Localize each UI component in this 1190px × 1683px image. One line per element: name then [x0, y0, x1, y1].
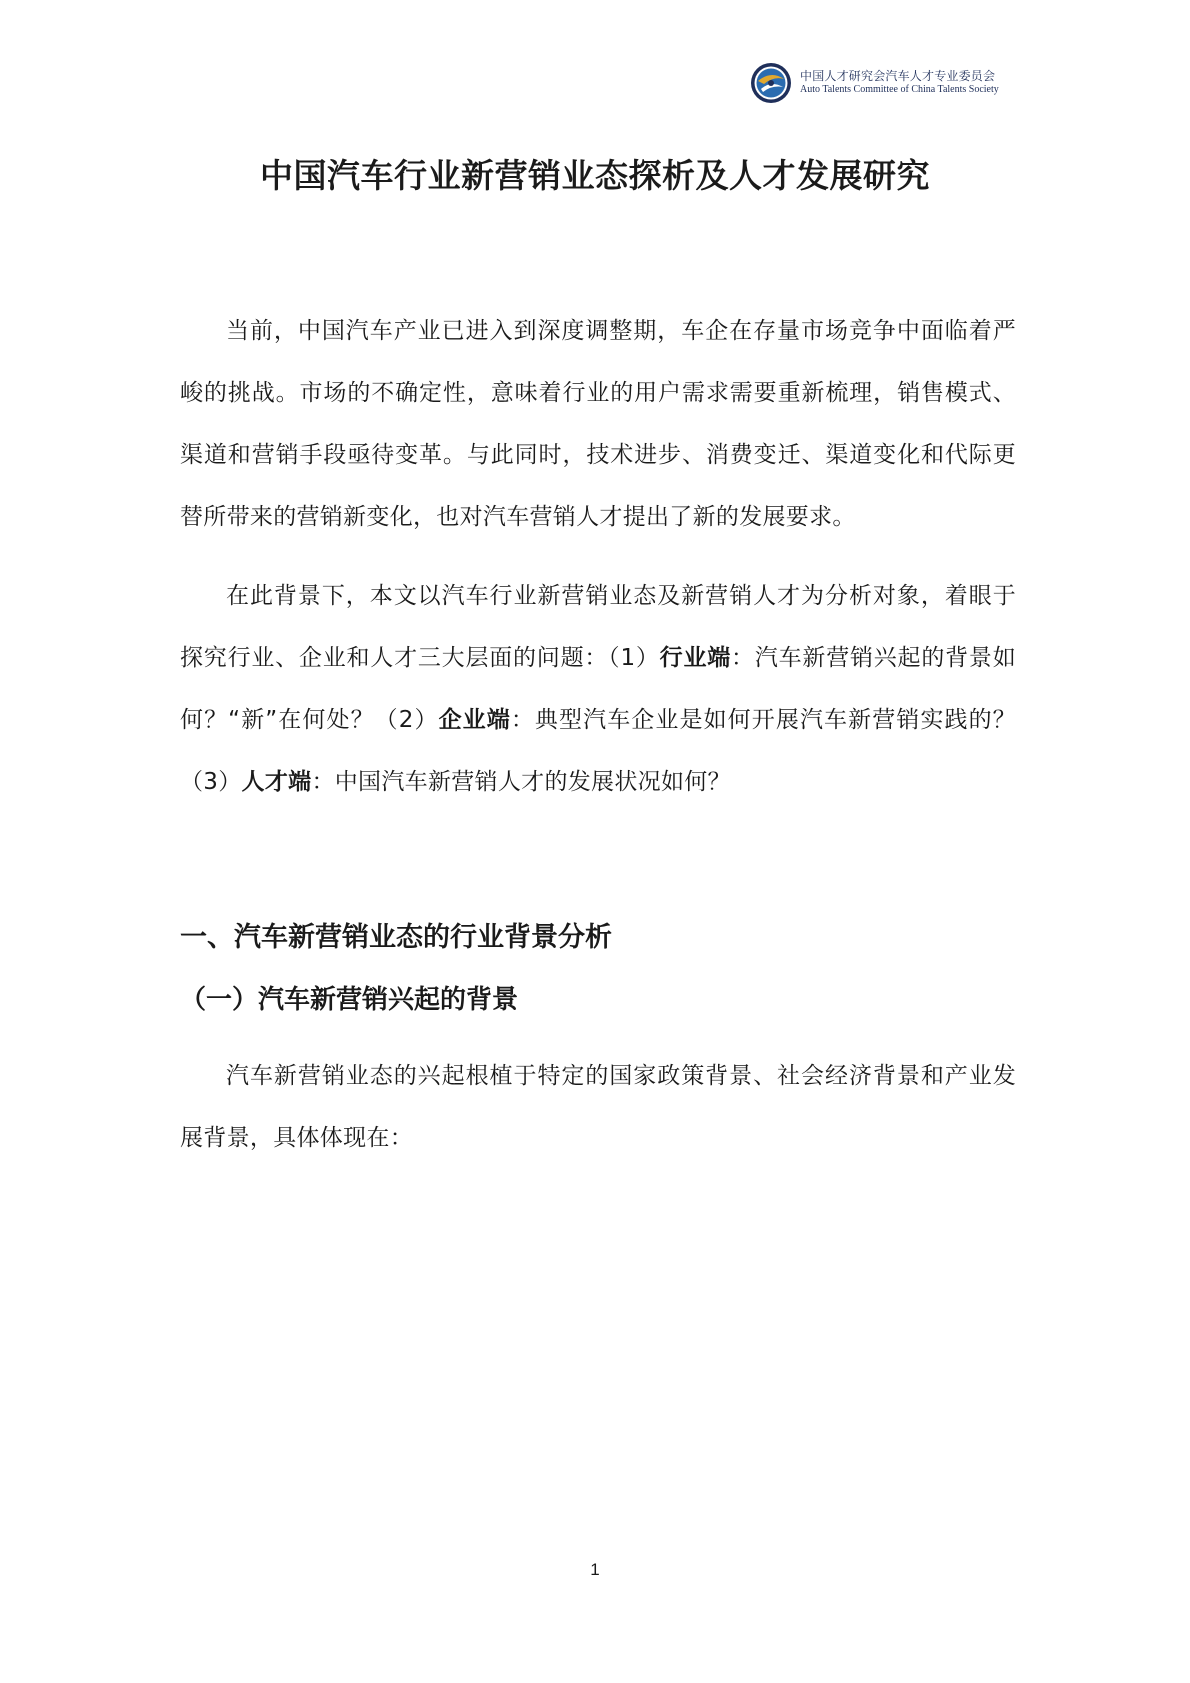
intro-paragraph-2 [180, 565, 1016, 813]
talent-side-question: ：中国汽车新营销人才的发展状况如何？ [311, 769, 731, 795]
enterprise-side-label: 企业端 [438, 707, 511, 733]
section-1-1-paragraph: 汽车新营销业态的兴起根植于特定的国家政策背景、社会经济背景和产业发展背景，具体体现在： [180, 1063, 1016, 1151]
industry-side-question: ：汽车新营销兴起的背景如何？“新”在何处？（2） [180, 645, 1017, 733]
industry-side-label: 行业端 [659, 645, 732, 671]
section-1-1-heading: （一）汽车新营销兴起的背景 [180, 985, 519, 1015]
talent-side-label: 人才端 [241, 769, 312, 795]
document-title: 中国汽车行业新营销业态探析及人才发展研究 [260, 156, 930, 195]
enterprise-side-question: ：典型汽车企业是如何开展汽车新营销实践的？（3） [180, 707, 1016, 795]
org-name-en: Auto Talents Committee of China Talents Society [800, 84, 999, 96]
org-emblem-icon [750, 62, 792, 104]
page-number: 1 [590, 1560, 600, 1579]
intro-paragraph-2-lead: 在此背景下，本文以汽车行业新营销业态及新营销人才为分析对象，着眼于探究行业、企业和人才三大层面的问题：（1） [180, 583, 1016, 671]
header-logo [750, 62, 999, 104]
org-name-cn: 中国人才研究会汽车人才专业委员会 [800, 69, 996, 84]
intro-paragraph-1: 当前，中国汽车产业已进入到深度调整期，车企在存量市场竞争中面临着严峻的挑战。市场的不确定性，意味着行业的用户需求需要重新梳理，销售模式、渠道和营销手段亟待变革。与此同时，技术进步、消费变迁、渠道变化和代际更替所带来的营销新变化，也对汽车营销人才提出了新的发展要求。 [180, 318, 1016, 530]
section-1-heading: 一、汽车新营销业态的行业背景分析 [180, 922, 612, 953]
